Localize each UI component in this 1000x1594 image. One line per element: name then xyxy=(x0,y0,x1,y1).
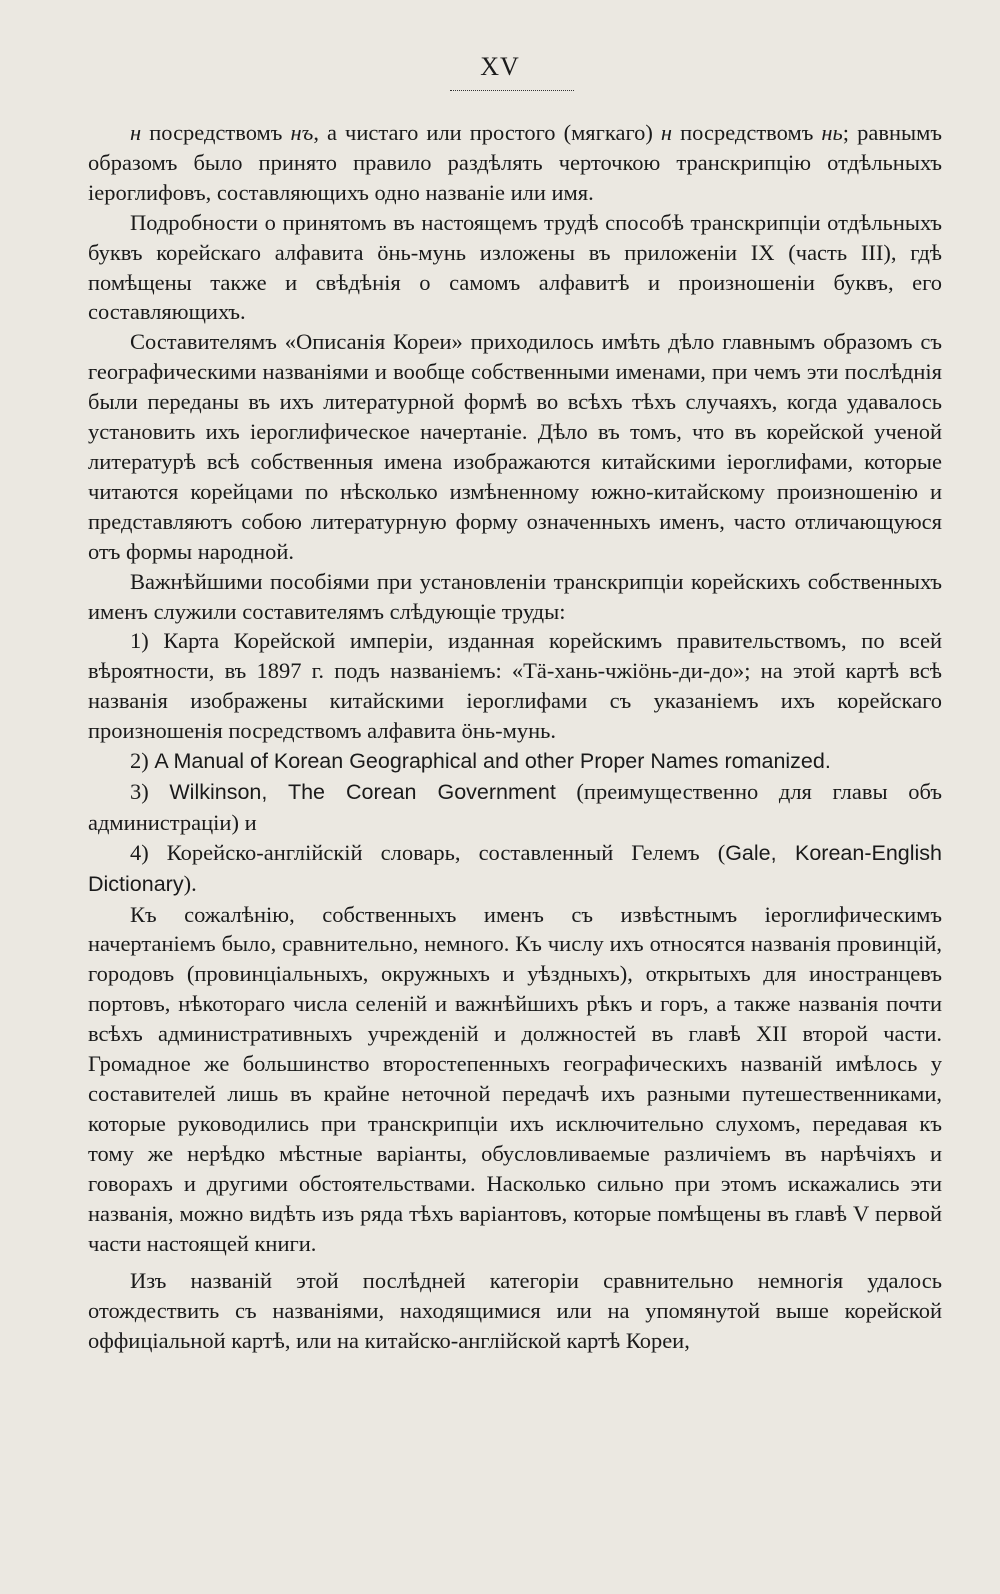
paragraph xyxy=(88,118,942,208)
paragraph-text: Изъ названій этой послѣдней категоріи сравнительно немногія удалось отождествить съ названіями, находящимися или на упомянутой выше корейской оффиціальной картѣ, или на китайско-англійской картѣ Кореи, xyxy=(88,1268,942,1354)
paragraph-text: ; равнымъ образомъ было принято правило раздѣлять черточкою транскрипцію отдѣльныхъ іероглифовъ, составляющихъ одно названіе или имя. xyxy=(88,120,942,205)
paragraph xyxy=(88,208,942,328)
paragraph-text: Составителямъ «Описанія Кореи» приходилось имѣть дѣло главнымъ образомъ съ географическими названіями и вообще собственными именами, при чемъ эти послѣднія были переданы въ ихъ литературной формѣ во всѣхъ тѣхъ случаяхъ, когда удавалось установить ихъ іероглифическое начертаніе. Дѣло въ томъ, что въ корейской ученой литературѣ всѣ собственныя имена изображаются китайскими іероглифами, которые читаются корейцами по нѣсколько измѣненному южно-китайскому произношенію и представляютъ собою литературную форму означенныхъ именъ, часто отличающуюся отъ формы народной. xyxy=(88,329,942,564)
header-rule xyxy=(450,90,574,91)
latin-title-text: Wilkinson, The Corean Government xyxy=(169,779,556,804)
paragraph xyxy=(88,838,942,900)
paragraph xyxy=(88,626,942,746)
paragraph-text: Подробности о принятомъ въ настоящемъ трудѣ способѣ транскрипціи отдѣльныхъ буквъ корейскаго алфавита öнь-мунь изложены въ приложеніи IX (часть III), гдѣ помѣщены также и свѣдѣнія о самомъ алфавитѣ и произношеніи буквъ, его составляющихъ. xyxy=(88,209,942,325)
paragraph xyxy=(88,567,942,627)
paragraph-text: посредствомъ xyxy=(672,120,822,145)
paragraph-text: (преимущественно для главы объ администраціи) и xyxy=(88,778,942,835)
paragraph-text: , а чистаго или простого (мягкаго) xyxy=(313,120,661,145)
text-body xyxy=(88,118,942,1356)
paragraph-text: посредствомъ xyxy=(141,120,291,145)
paragraph xyxy=(88,746,942,777)
paragraph-text: 1) Карта Корейской имперіи, изданная корейскимъ правительствомъ, по всей вѣроятности, въ 1897 г. подъ названіемъ: «Тä-хань-чжіöнь-ди-до»; на этой картѣ всѣ названія изображены китайскими іероглифами съ указаніемъ ихъ корейскаго произношенія посредствомъ алфавита öнь-мунь. xyxy=(88,628,942,744)
paragraph-text: ). xyxy=(183,870,197,896)
paragraph-text: 4) Корейско-англійскій словарь, составленный Гелемъ ( xyxy=(130,839,726,865)
paragraph-text: 3) xyxy=(130,778,170,804)
latin-title-text: A Manual of Korean Geographical and other Proper Names romanized. xyxy=(154,749,831,774)
latin-title-text: Gale, Korean-English Dictionary xyxy=(88,840,942,896)
italic-text: н xyxy=(130,120,142,145)
paragraph xyxy=(88,327,942,566)
italic-text: нь xyxy=(821,120,843,145)
page-number: XV xyxy=(480,52,520,81)
paragraph xyxy=(88,1266,942,1356)
paragraph xyxy=(88,900,942,1259)
paragraph-text: 2) xyxy=(130,748,155,774)
paragraph xyxy=(88,777,942,838)
paragraph-text: Къ сожалѣнію, собственныхъ именъ съ извѣстнымъ іероглифическимъ начертаніемъ было, сравнительно, немного. Къ числу ихъ относятся названія провинцій, городовъ (провинціальныхъ, окружныхъ и уѣздныхъ), открытыхъ для иностранцевъ портовъ, нѣкотораго числа селеній и важнѣйшихъ рѣкъ и горъ, а также названія почти всѣхъ административныхъ учрежденій и должностей въ главѣ XII второй части. Громадное же большинство второстепенныхъ географическихъ названій имѣлось у составителей лишь въ крайне неточной передачѣ ихъ разными путешественниками, которые руководились при транскрипціи ихъ исключительно слухомъ, передавая къ тому же нерѣдко мѣстные варіанты, обусловливаемые различіемъ въ нарѣчіяхъ и говорахъ и другими обстоятельствами. Насколько сильно при этомъ искажались эти названія, можно видѣть изъ ряда тѣхъ варіантовъ, которые помѣщены въ главѣ V первой части настоящей книги. xyxy=(88,901,942,1256)
paragraph-text: Важнѣйшими пособіями при установленіи транскрипціи корейскихъ собственныхъ именъ служили составителямъ слѣдующіе труды: xyxy=(88,568,942,624)
italic-text: н xyxy=(660,120,673,145)
italic-text: нъ xyxy=(290,120,314,145)
